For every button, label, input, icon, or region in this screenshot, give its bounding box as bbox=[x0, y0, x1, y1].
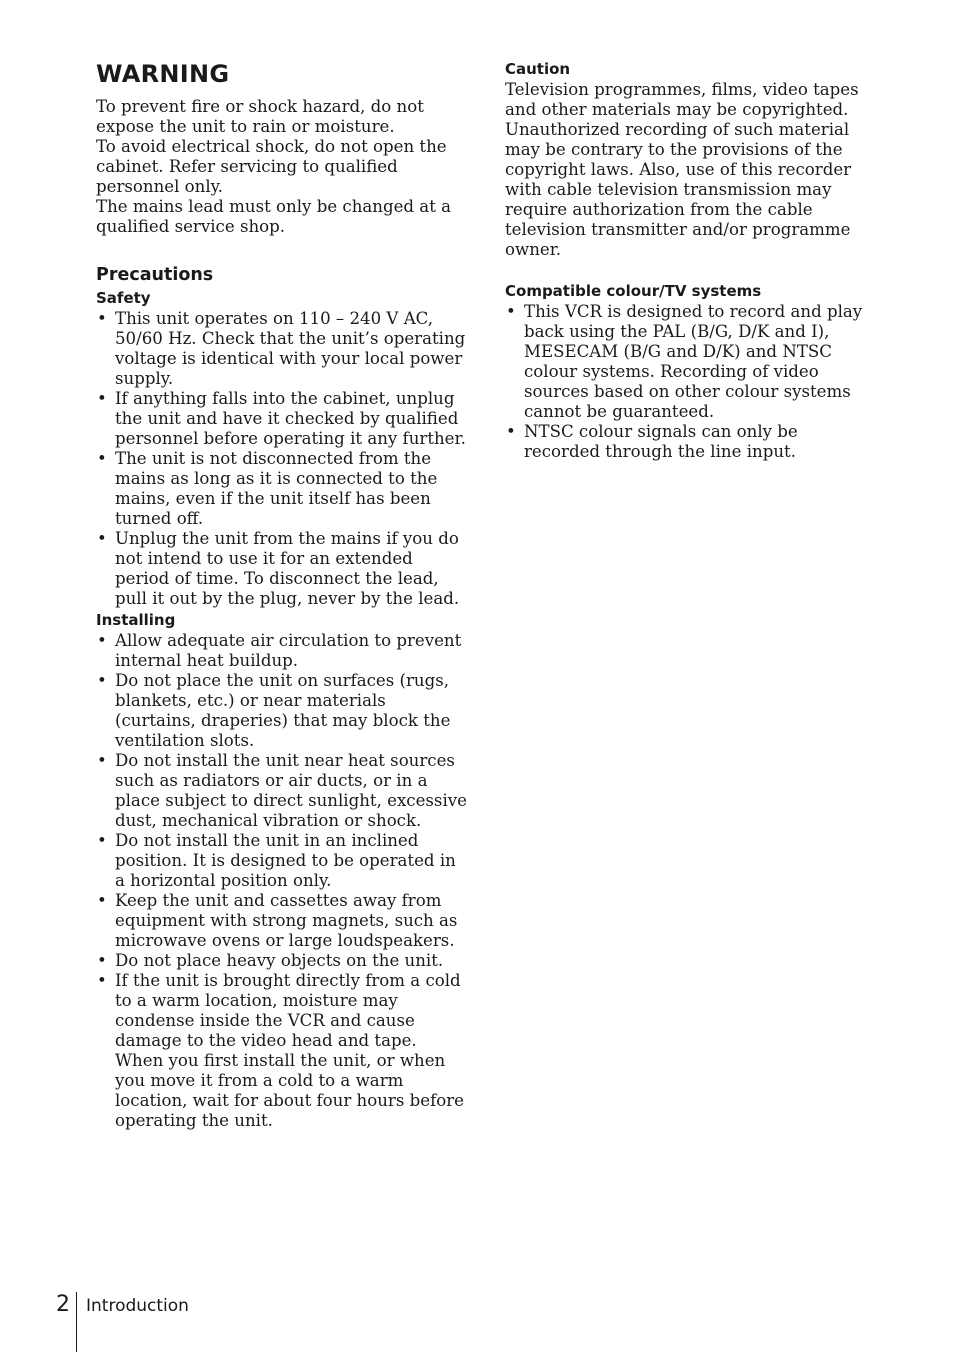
list-item: • If anything falls into the cabinet, unplug the unit and have it checked by qualified personnel before operating it any further. bbox=[97, 389, 466, 448]
footer-divider bbox=[76, 1292, 77, 1352]
bullet-icon: • bbox=[506, 302, 516, 321]
list-item: • If the unit is brought directly from a cold to a warm location, moisture may condense inside the VCR and cause damage to the video head and tape. When you first install the unit, or when you move it from a cold to a warm location, wait for about four hours before operating the unit. bbox=[97, 971, 464, 1130]
warning-paragraph: The mains lead must only be changed at a qualified service shop. bbox=[96, 197, 452, 236]
list-item: • This unit operates on 110 – 240 V AC, 50/60 Hz. Check that the unit’s operating voltage is identical with your local power supply. bbox=[97, 309, 466, 388]
bullet-icon: • bbox=[97, 831, 107, 850]
left-column bbox=[96, 58, 468, 1131]
bullet-icon: • bbox=[97, 751, 107, 770]
compatible-heading: Compatible colour/TV systems bbox=[505, 282, 762, 300]
installing-heading: Installing bbox=[96, 611, 176, 629]
list-item: • Allow adequate air circulation to prevent internal heat buildup. bbox=[97, 631, 462, 670]
list-item: • NTSC colour signals can only be recorded through the line input. bbox=[506, 422, 798, 461]
bullet-icon: • bbox=[506, 422, 516, 441]
right-column bbox=[505, 58, 875, 462]
warning-title: WARNING bbox=[96, 60, 230, 88]
list-item: • This VCR is designed to record and play back using the PAL (B/G, D/K and I), MESECAM (B/G and D/K) and NTSC colour systems. Recording of video sources based on other colour systems cannot be guaranteed. bbox=[506, 302, 863, 421]
bullet-icon: • bbox=[97, 891, 107, 910]
warning-paragraph: To avoid electrical shock, do not open the cabinet. Refer servicing to qualified personnel only. bbox=[96, 137, 447, 196]
precautions-title: Precautions bbox=[96, 265, 214, 285]
list-item: • Do not place heavy objects on the unit. bbox=[97, 951, 444, 970]
safety-heading: Safety bbox=[96, 289, 151, 307]
list-item: • Do not install the unit in an inclined position. It is designed to be operated in a horizontal position only. bbox=[97, 831, 456, 890]
caution-heading: Caution bbox=[505, 60, 571, 78]
compatible-list bbox=[505, 302, 875, 462]
bullet-icon: • bbox=[97, 529, 107, 548]
footer-section-label: Introduction bbox=[86, 1296, 189, 1316]
bullet-icon: • bbox=[97, 389, 107, 408]
list-item: • Do not place the unit on surfaces (rugs, blankets, etc.) or near materials (curtains, draperies) that may block the ventilation slots. bbox=[97, 671, 451, 750]
bullet-icon: • bbox=[97, 631, 107, 650]
list-item: • Do not install the unit near heat sources such as radiators or air ducts, or in a place subject to direct sunlight, excessive dust, mechanical vibration or shock. bbox=[97, 751, 467, 830]
bullet-icon: • bbox=[97, 449, 107, 468]
list-item: • The unit is not disconnected from the mains as long as it is connected to the mains, even if the unit itself has been turned off. bbox=[97, 449, 438, 528]
installing-list bbox=[96, 631, 468, 1131]
list-item: • Unplug the unit from the mains if you do not intend to use it for an extended period of time. To disconnect the lead, pull it out by the plug, never by the lead. bbox=[97, 529, 460, 608]
bullet-icon: • bbox=[97, 971, 107, 990]
warning-paragraph: To prevent fire or shock hazard, do not expose the unit to rain or moisture. bbox=[96, 97, 424, 136]
bullet-icon: • bbox=[97, 951, 107, 970]
bullet-icon: • bbox=[97, 671, 107, 690]
bullet-icon: • bbox=[97, 309, 107, 328]
warning-body bbox=[96, 97, 468, 237]
list-item: • Keep the unit and cassettes away from equipment with strong magnets, such as microwave ovens or large loudspeakers. bbox=[97, 891, 458, 950]
caution-text: Television programmes, films, video tapes and other materials may be copyrighted. Unauthorized recording of such material may be contrary to the provisions of the copyright laws. Also, use of this recorder with cable television transmission may require authorization from the cable television transmitter and/or programme owner. bbox=[505, 80, 859, 259]
safety-list bbox=[96, 309, 468, 609]
page-number: 2 bbox=[56, 1292, 70, 1317]
